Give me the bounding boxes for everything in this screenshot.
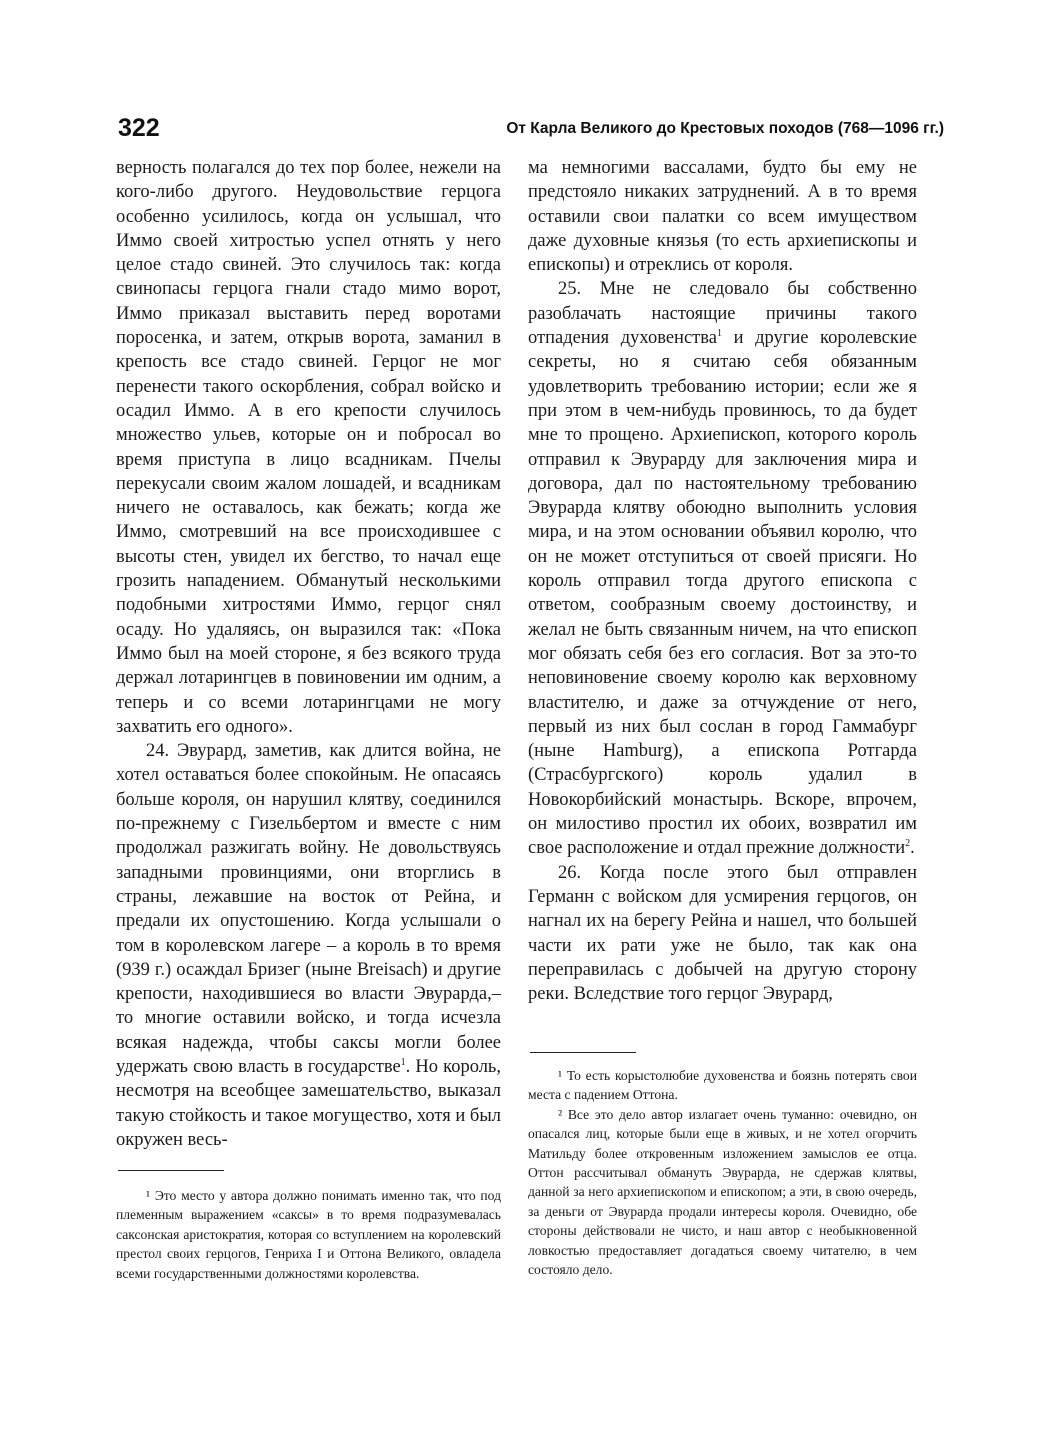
paragraph-24 bbox=[116, 739, 501, 1152]
left-column bbox=[116, 156, 501, 1152]
paragraph-26: 26. Когда после этого был отправлен Германн с войском для усмирения герцогов, он нагнал их на берегу Рейна и нашел, что большей части их рати уже не было, так как она переправилась с добычей на другую сторону реки. Вследствие того герцог Эвурард, bbox=[528, 862, 917, 1005]
right-footnotes bbox=[528, 1066, 917, 1279]
footnote-rule bbox=[530, 1052, 636, 1053]
footnote-ref: 1 bbox=[716, 327, 722, 339]
right-column bbox=[528, 156, 917, 1006]
running-title: От Карла Великого до Крестовых походов (768—1096 гг.) bbox=[506, 120, 944, 137]
footnote: ² Все это дело автор излагает очень туманно: очевидно, он опасался лиц, которые были еще в живых, и не хотел огорчить Матильду более откровенным изложением замыслов ее отца. Оттон рассчитывал обмануть Эвурарда, не сдержав клятвы, данной за него архиепископом и епископом; а эти, в свою очередь, за деньги от Эвурарда продали интересы короля. Очевидно, обе стороны действовали не чисто, и наш автор с необыкновенной ловкостью предоставляет догадаться своему читателю, в чем состояло дело. bbox=[528, 1106, 917, 1278]
page-number: 322 bbox=[118, 114, 160, 142]
footnote: ¹ То есть корыстолюбие духовенства и боязнь потерять свои места с падением Оттона. bbox=[528, 1068, 917, 1103]
paragraph-text: и другие королевские секреты, но я считаю себя обязанным удовлетворить требованию истории; если же я при этом в чем-нибудь провинюсь, то да будет мне то прощено. Архиепископ, которого король отправил к Эвурарду для заключения мира и договора, дал по настоятельному требованию Эвурарда клятву обоюдно выполнить условия мира, и на этом основании объявил королю, что он не может отступиться от своей присяги. Но король отправил тогда другого епископа с ответом, сообразным своему достоинству, и желал не быть связанным ничем, на что епископ мог обязать себя без его согласия. Вот за это-то неповиновение своему королю как верховному властителю, и даже за отчуждение от него, первый из них был сослан в город Гаммабург (ныне Hamburg), а епископа Ротгарда (Страсбургского) король удалил в Новокорбийский монастырь. Вскоре, впрочем, он милостиво простил их обоих, возвратил им свое расположение и отдал прежние должности bbox=[528, 328, 917, 859]
paragraph-text: . Но король, несмотря на всеобщее замешательство, выказал такую стойкость и такое могущество, хотя и был окружен весь- bbox=[116, 1056, 501, 1150]
paragraph: ма немногими вассалами, будто бы ему не предстояло никаких затруднений. А в то время оставили свои палатки со всем имуществом даже духовные князья (то есть архиепископы и епископы) и отреклись от короля. bbox=[528, 158, 917, 276]
paragraph-25 bbox=[528, 277, 917, 860]
paragraph: верность полагался до тех пор более, нежели на кого-либо другого. Неудовольствие герцога особенно усилилось, когда он услышал, что Иммо своей хитростью успел отнять у него целое стадо свиней. Это случилось так: когда свинопасы герцога гнали стадо мимо ворот, Иммо приказал выставить перед воротами поросенка, и затем, открыв ворота, заманил в крепость все стадо свиней. Герцог не мог перенести такого оскорбления, собрал войско и осадил Иммо. А в его крепости случилось множество ульев, которые он и побросал во время приступа в лицо всадникам. Пчелы перекусали своим жалом лошадей, и всадникам ничего не оставалось, как бежать; когда же Иммо, смотревший на все происходившее с высоты стен, увидел их бегство, то начал еще грозить нападением. Обманутый несколькими подобными хитростями Иммо, герцог снял осаду. Но удаляясь, он выразился так: «Пока Иммо был на моей стороне, я без всякого труда держал лотарингцев в повиновении им одним, а теперь и со всеми лотарингцами не могу захватить его одного». bbox=[116, 158, 501, 737]
page-header bbox=[116, 112, 944, 152]
paragraph-text: 25. Мне не следовало бы собственно разоблачать настоящие причины такого отпадения духовенства bbox=[528, 279, 917, 349]
paragraph-text: 24. Эвурард, заметив, как длится война, не хотел оставаться более спокойным. Не опасаясь больше короля, он нарушил клятву, соединился по-прежнему с Гизельбертом и вместе с ним продолжал разжигать войну. Не довольствуясь западными провинциями, они вторглись в страны, лежавшие на восток от Рейна, и предали их опустошению. Когда услышали о том в королевском лагере – а король в то время (939 г.) осаждал Бризег (ныне Breisach) и другие крепости, находившиеся во власти Эвурарда,– то многие оставили войско, и тогда исчезла всякая надежда, чтобы саксы могли более удержать свою власть в государстве bbox=[116, 741, 501, 1077]
left-footnotes bbox=[116, 1186, 501, 1283]
footnote: ¹ Это место у автора должно понимать именно так, что под племенным выражением «саксы» в то время подразумевалась саксонская аристократия, которая со вступлением на королевский престол своих герцогов, Генриха I и Оттона Великого, овладела всеми государственными должностями королевства. bbox=[116, 1188, 501, 1281]
footnote-ref: 2 bbox=[905, 838, 911, 850]
footnote-ref: 1 bbox=[400, 1056, 406, 1068]
footnote-rule bbox=[118, 1170, 224, 1171]
paragraph-text: . bbox=[910, 838, 915, 859]
